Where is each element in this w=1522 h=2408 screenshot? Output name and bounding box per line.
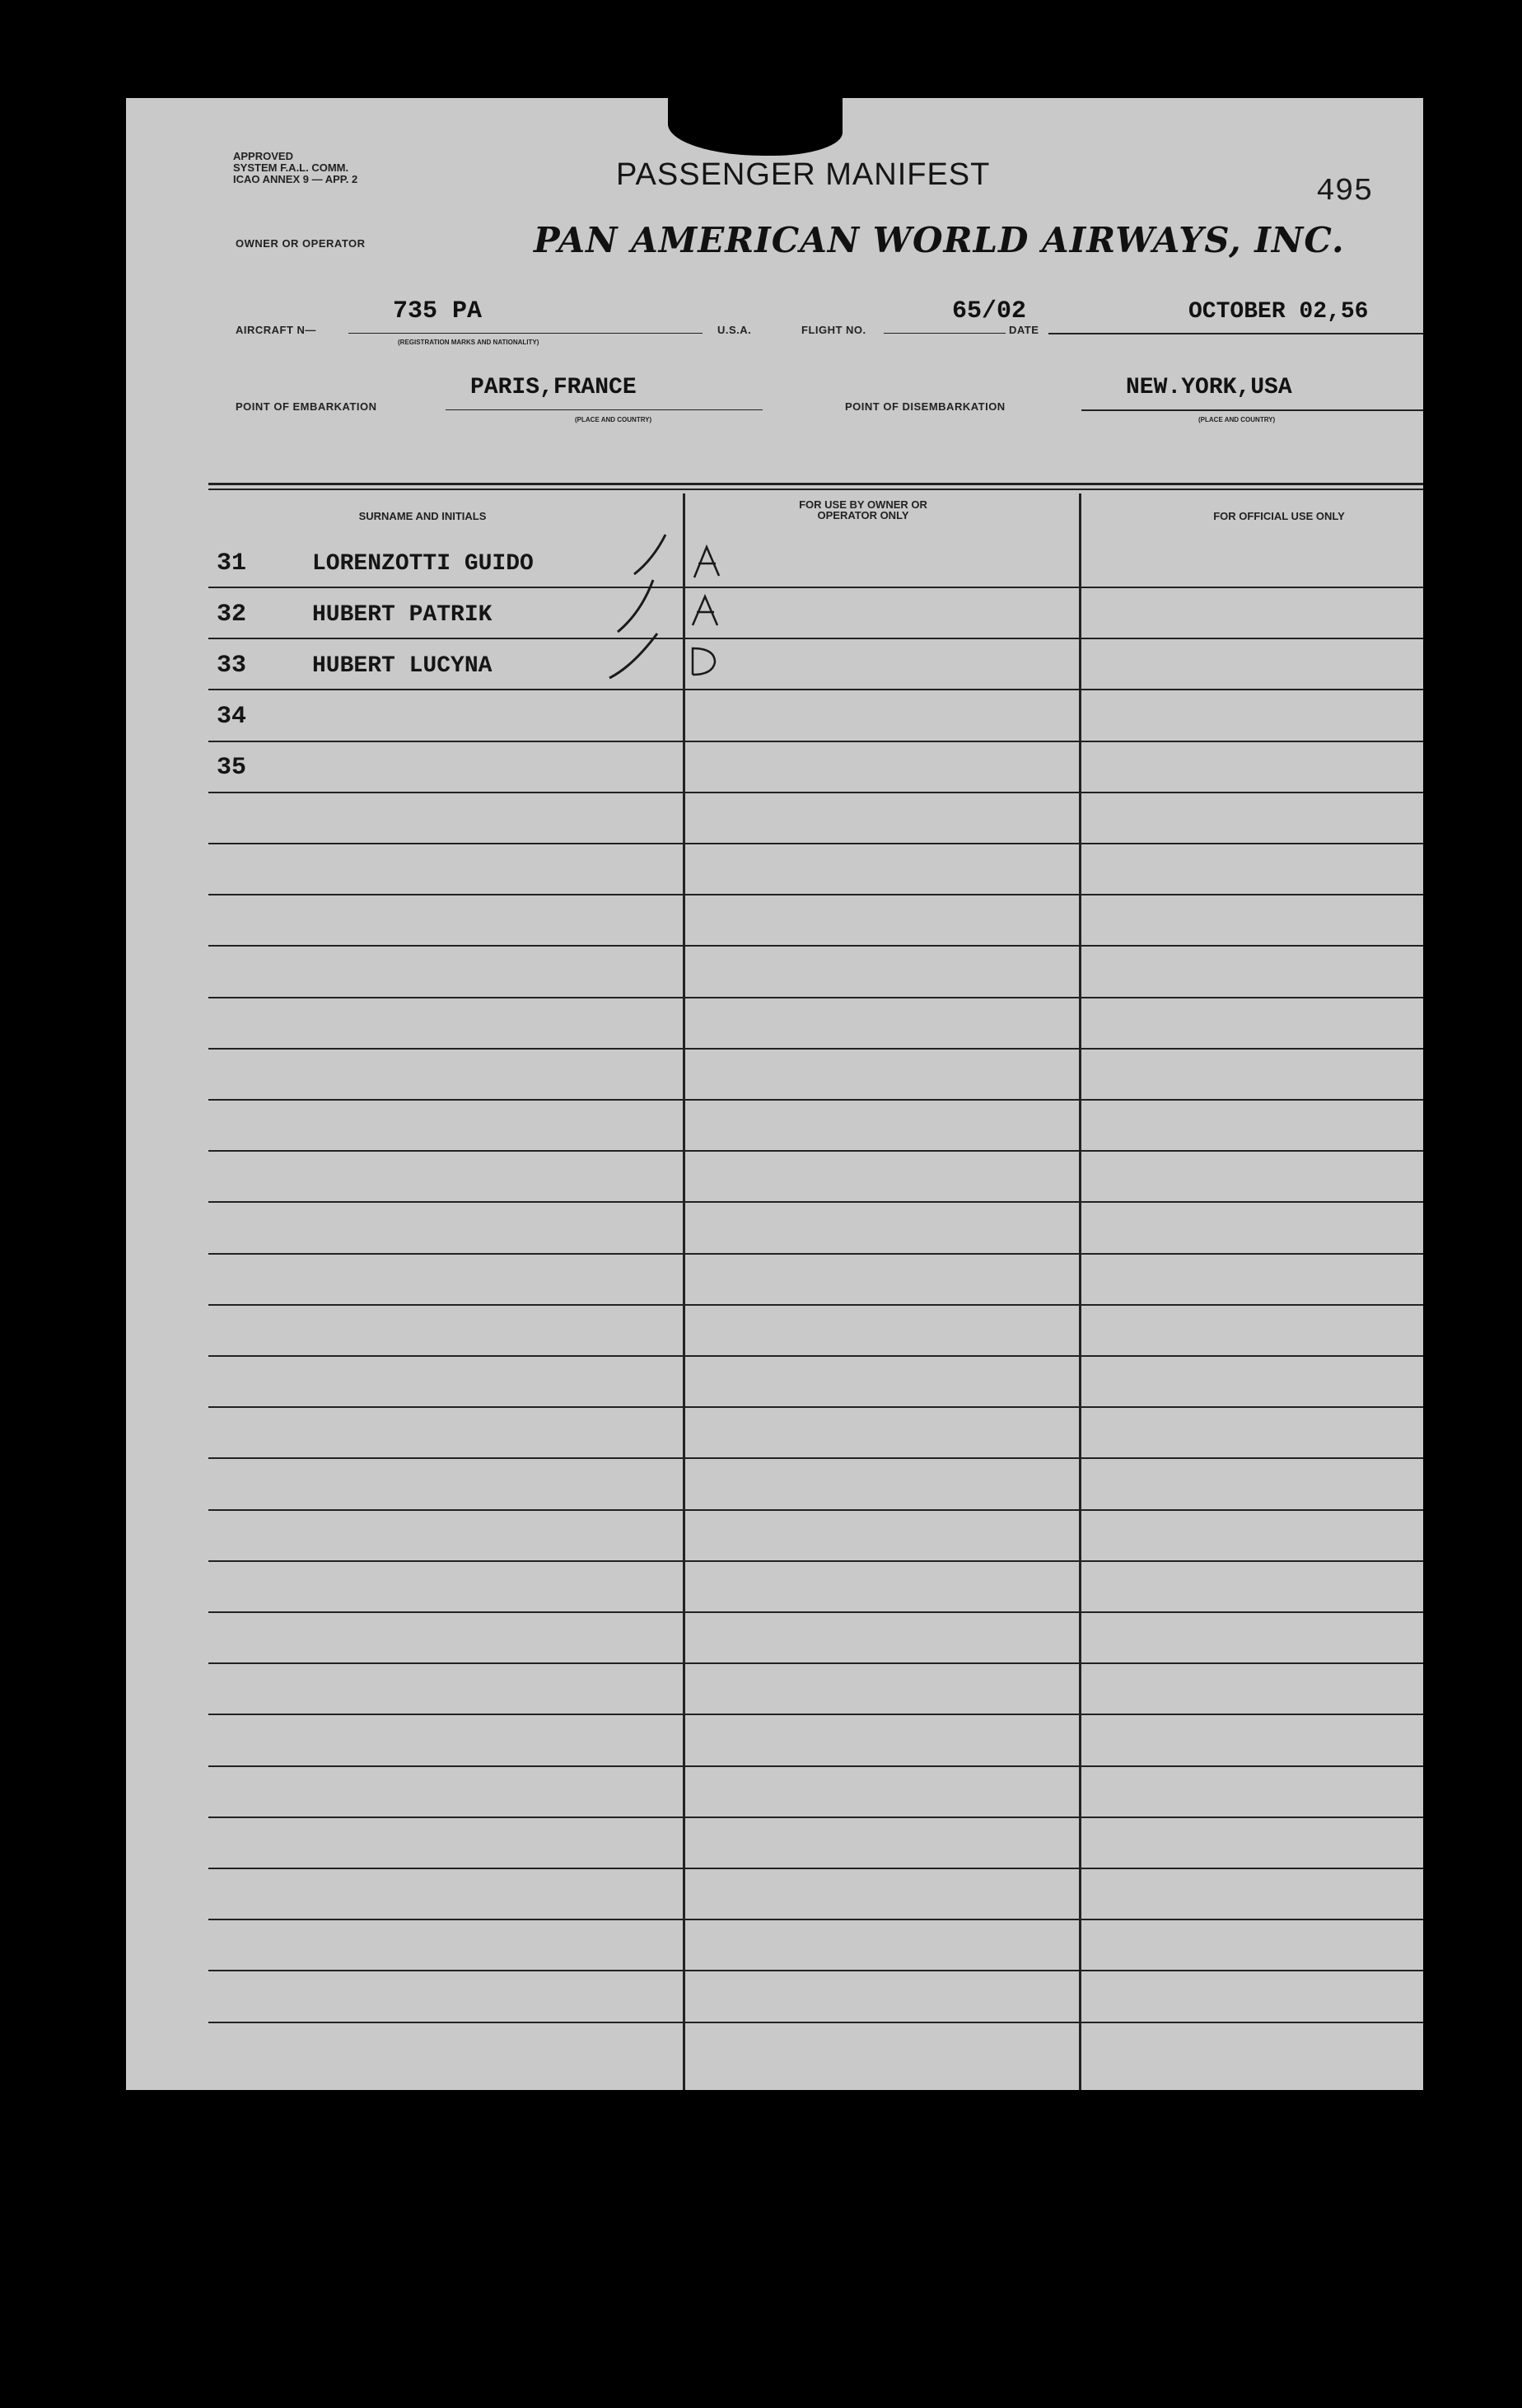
check-mark [634,535,665,574]
column-header-owner-use: FOR USE BY OWNER OR OPERATOR ONLY [799,498,927,521]
approval-line: ICAO ANNEX 9 — APP. 2 [233,173,358,185]
date-value: OCTOBER 02,56 [1188,299,1369,325]
date-label: DATE [1009,324,1039,336]
approval-line: SYSTEM F.A.L. COMM. [233,161,349,174]
aircraft-label: AIRCRAFT N— [236,324,316,336]
embarkation-label: POINT OF EMBARKATION [236,400,377,413]
disembarkation-caption: (PLACE AND COUNTRY) [1198,416,1276,423]
passenger-name: HUBERT PATRIK [312,602,493,628]
aircraft-value: 735 PA [393,297,483,325]
row-number: 35 [217,754,247,782]
owner-label: OWNER OR OPERATOR [236,237,366,250]
row-number: 31 [217,549,247,577]
row-number: 32 [217,601,247,629]
handwritten-letter-mark [693,648,715,675]
page-number: 495 [1316,174,1373,209]
handwritten-check-marks [126,98,1423,2090]
row-number: 34 [217,703,247,731]
embarkation-value: PARIS,FRANCE [470,375,637,400]
registration-caption: (REGISTRATION MARKS AND NATIONALITY) [398,339,539,346]
form-title: PASSENGER MANIFEST [616,157,991,192]
flight-value: 65/02 [952,297,1027,325]
disembarkation-label: POINT OF DISEMBARKATION [845,400,1006,413]
handwritten-letter-mark [693,596,717,625]
approval-line: APPROVED [233,150,293,162]
manifest-sheet [126,98,1423,2090]
column-header-official: FOR OFFICIAL USE ONLY [1213,510,1345,522]
disembarkation-value: NEW.YORK,USA [1126,375,1292,400]
usa-label: U.S.A. [717,324,752,336]
passenger-name: HUBERT LUCYNA [312,653,493,679]
handwritten-letter-mark [694,547,719,577]
airline-name: PAN AMERICAN WORLD AIRWAYS, INC. [534,220,1345,260]
check-mark [618,580,653,632]
row-number: 33 [217,652,247,680]
passenger-name: LORENZOTTI GUIDO [312,551,534,577]
embarkation-caption: (PLACE AND COUNTRY) [575,416,652,423]
check-mark [609,634,657,678]
column-header-name: SURNAME AND INITIALS [358,510,487,522]
flight-label: FLIGHT NO. [801,324,866,336]
